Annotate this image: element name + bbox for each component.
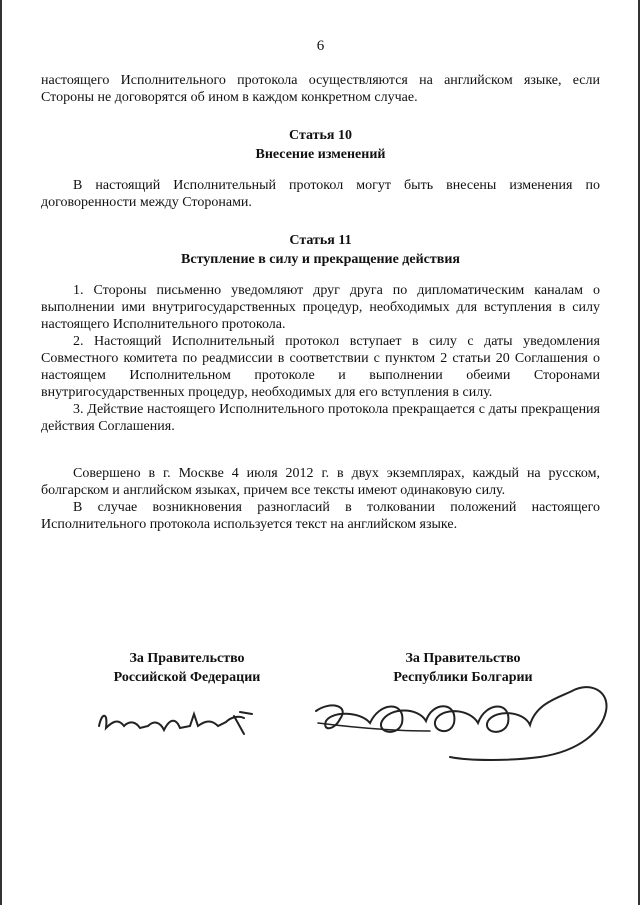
signature-bulgaria-handwritten bbox=[310, 671, 620, 771]
signatory-bulgaria-line1: За Правительство bbox=[405, 651, 521, 666]
intro-paragraph: настоящего Исполнительного протокола осуществляются на английском языке, если Стороны не договорятся об ином в каждом конкретном случае. bbox=[41, 73, 600, 105]
signatory-russia-line2: Российской Федерации bbox=[113, 670, 261, 685]
closing-discrepancy: В случае возникновения разногласий в толковании положений настоящего Исполнительного протокола используется текст на английском языке. bbox=[41, 500, 600, 532]
closing-done-at: Совершено в г. Москве 4 июля 2012 г. в двух экземплярах, каждый на русском, болгарском и английском языках, причем все тексты имеют одинаковую силу. bbox=[41, 466, 600, 498]
signature-block bbox=[2, 649, 638, 769]
article-11-item-3: 3. Действие настоящего Исполнительного протокола прекращается с даты прекращения действия Соглашения. bbox=[41, 402, 600, 434]
article-11-item-1: 1. Стороны письменно уведомляют друг друга по дипломатическим каналам о выполнении ими внутригосударственных процедур, необходимых для вступления в силу настоящего Исполнительного протокола. bbox=[41, 283, 600, 332]
signatory-russia-line1: За Правительство bbox=[129, 651, 245, 666]
article-11-title: Вступление в силу и прекращение действия bbox=[181, 252, 460, 267]
article-11-item-2: 2. Настоящий Исполнительный протокол вступает в силу с даты уведомления Совместного комитета по реадмиссии в соответствии с пунктом 2 статьи 20 Соглашения о настоящем Исполнительном протоколе и выполнении обеими Сторонами внутригосударственных процедур, необходимых для его вступления в силу. bbox=[41, 334, 600, 400]
article-11-number: Статья 11 bbox=[289, 233, 352, 248]
article-10-text: В настоящий Исполнительный протокол могут быть внесены изменения по договоренности между Сторонами. bbox=[41, 178, 600, 210]
signature-russia-handwritten bbox=[94, 704, 264, 744]
article-10-number: Статья 10 bbox=[289, 128, 352, 143]
page-number: 6 bbox=[316, 38, 325, 54]
signatory-bulgaria-line2: Республики Болгарии bbox=[393, 670, 533, 685]
article-10-title: Внесение изменений bbox=[255, 147, 386, 162]
signatory-russia bbox=[82, 649, 292, 687]
